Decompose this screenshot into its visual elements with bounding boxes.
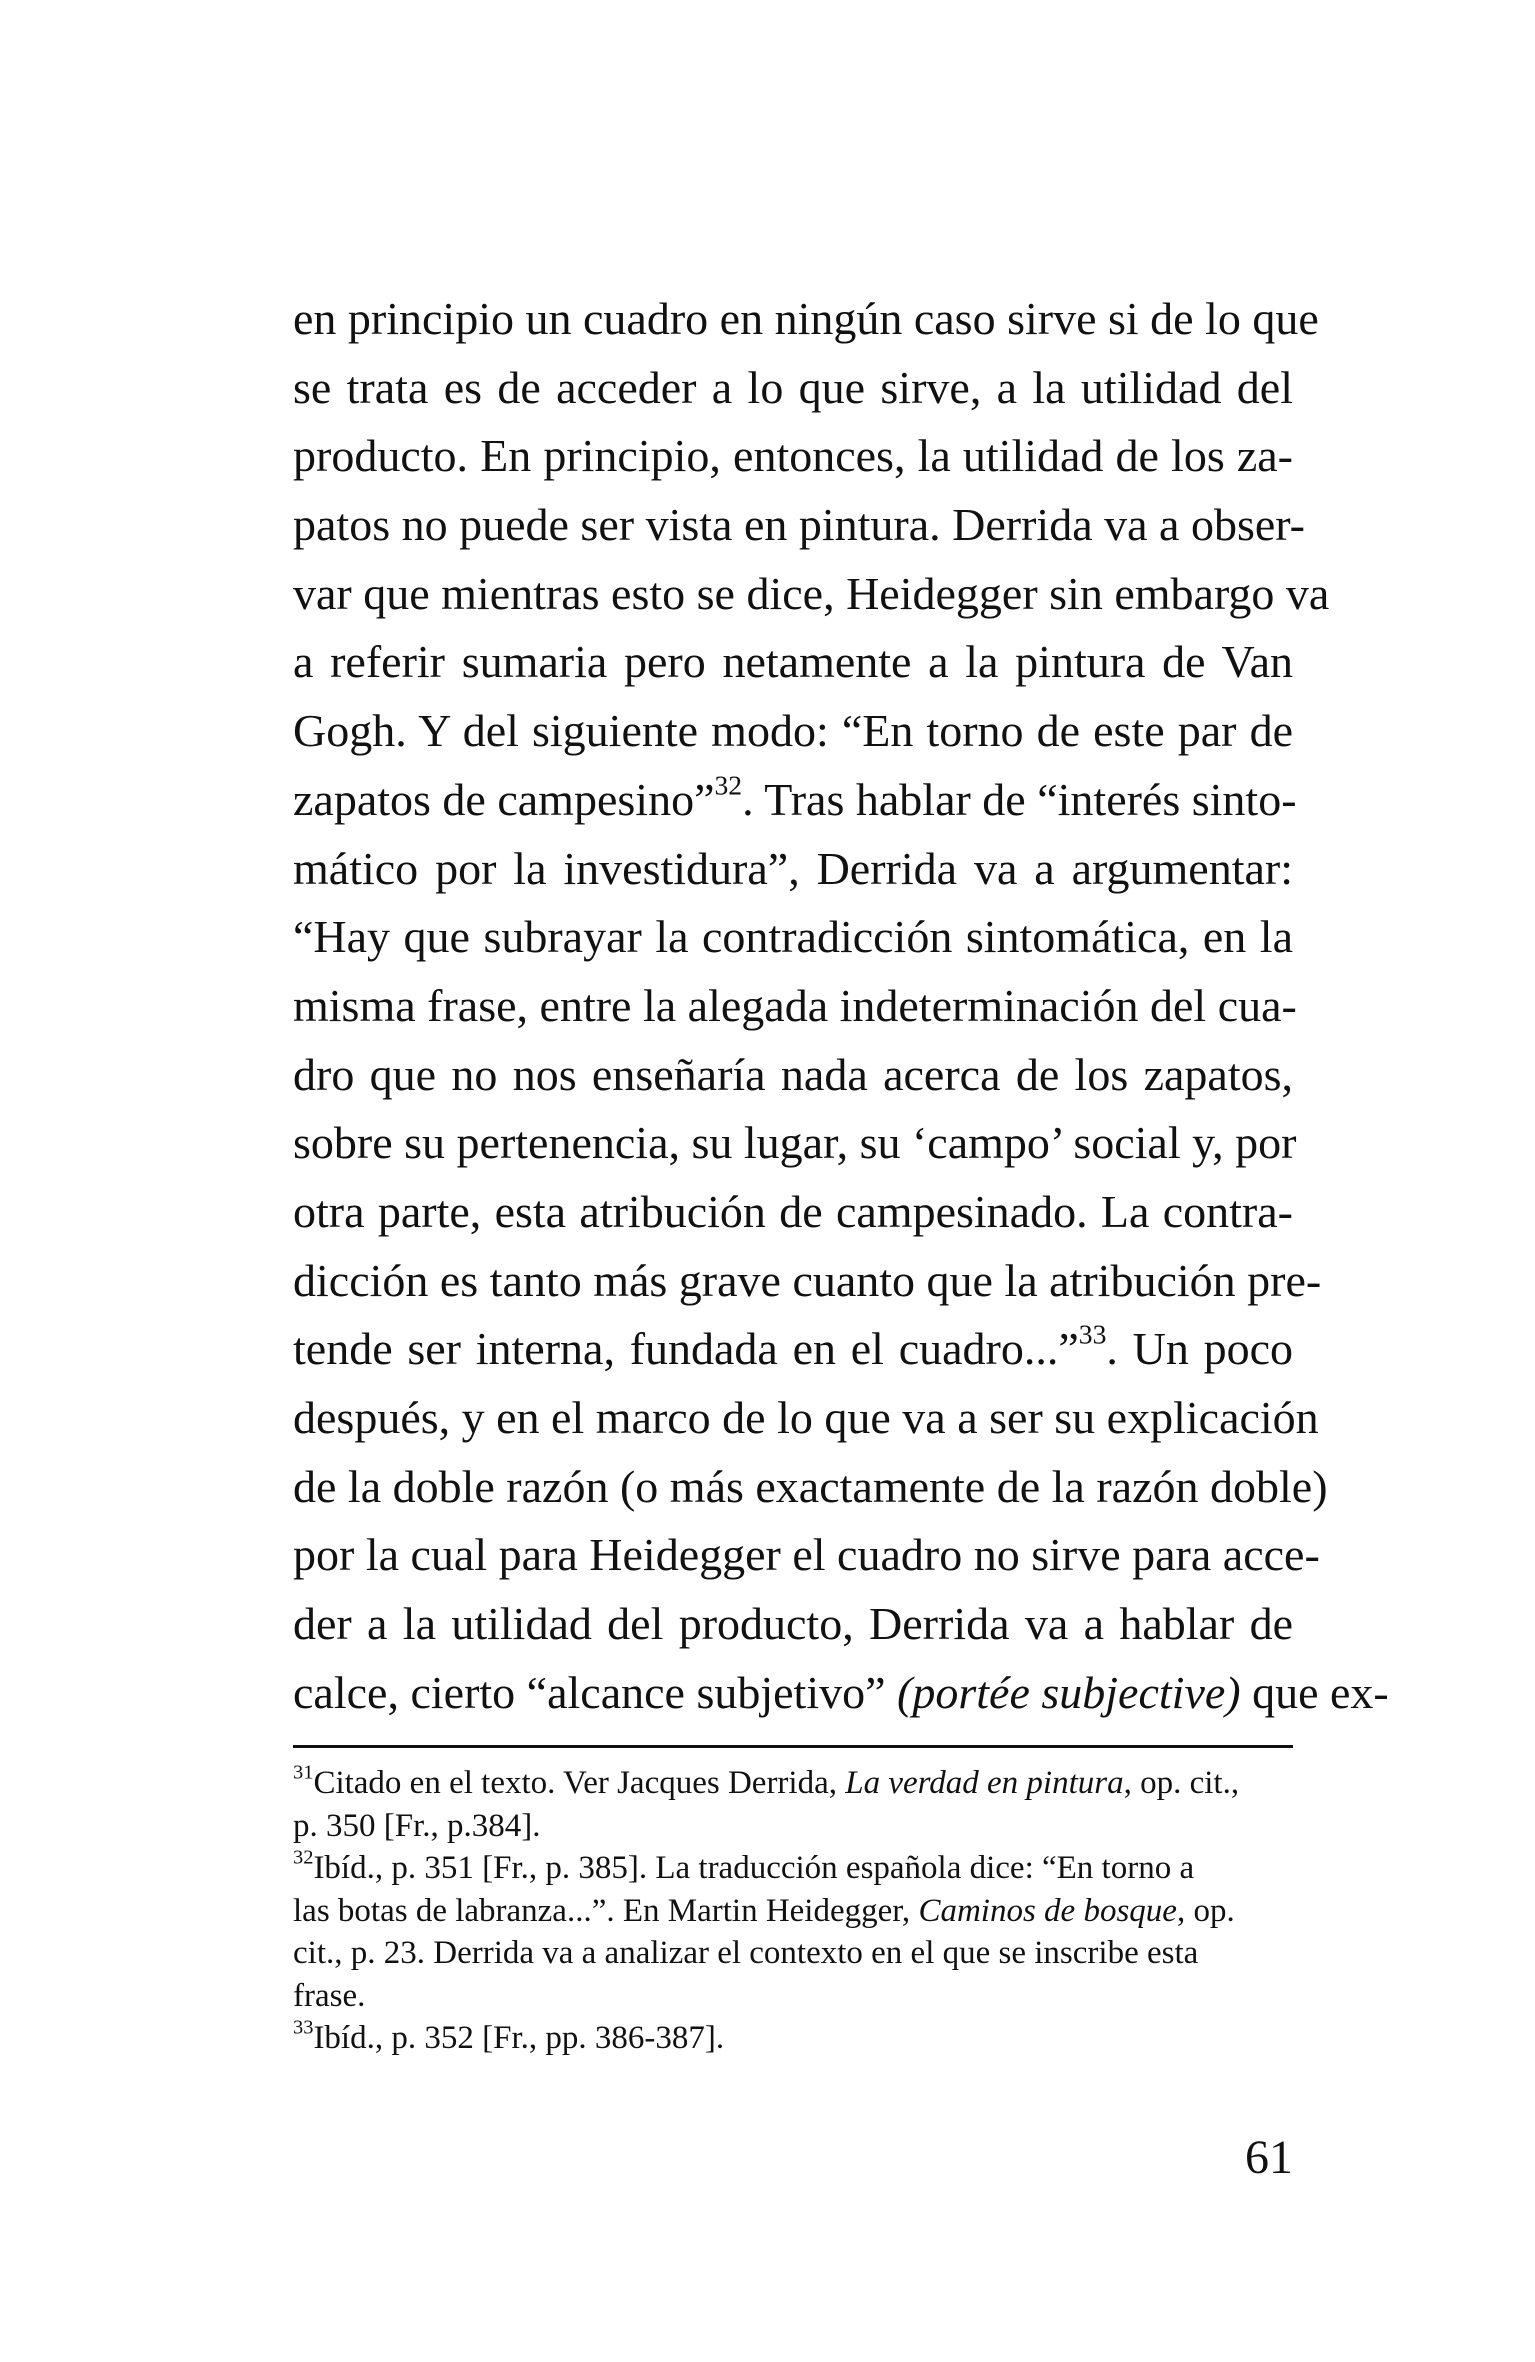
footnote-31-cont: p. 350 [Fr., p.384]. [293, 1807, 541, 1844]
text-line [293, 766, 1297, 835]
text-line: dro que no nos enseñaría nada acerca de los zapatos, [293, 1048, 1293, 1100]
text-line: “Hay que subrayar la contradicción sintomática, en la [293, 911, 1293, 963]
text-line: se trata es de acceder a lo que sirve, a la utilidad del [293, 361, 1293, 413]
text-line: sobre su pertenencia, su lugar, su ‘campo’ social y, por [293, 1117, 1297, 1169]
footnote-text: Citado en el texto. Ver Jacques Derrida, [313, 1765, 846, 1801]
text-fragment: . Tras hablar de “interés sinto- [742, 773, 1297, 825]
footnote-number: 33 [293, 2016, 314, 2039]
footnote-33 [293, 2017, 1293, 2060]
text-line: var que mientras esto se dice, Heidegger sin embargo va [293, 567, 1330, 619]
text-line: en principio un cuadro en ningún caso sirve si de lo que [293, 293, 1319, 344]
footnote-32-cont: cit., p. 23. Derrida va a analizar el contexto en el que se inscribe esta [293, 1935, 1199, 1971]
text-line: patos no puede ser vista en pintura. Derrida va a obser- [293, 499, 1305, 551]
footnote-text: , op. cit., [1123, 1765, 1240, 1801]
footnote-32 [293, 1847, 1293, 1890]
text-line: otra parte, esta atribución de campesinado. La contra- [293, 1185, 1293, 1237]
text-line [293, 1315, 1293, 1384]
text-line: misma frase, entre la alegada indeterminación del cua- [293, 979, 1297, 1031]
footnote-ref-32: 32 [714, 769, 743, 801]
text-line: Gogh. Y del siguiente modo: “En torno de este par de [293, 705, 1293, 757]
text-line: producto. En principio, entonces, la utilidad de los za- [293, 430, 1293, 482]
text-fragment: . Un poco [1106, 1323, 1293, 1375]
text-line: dicción es tanto más grave cuanto que la atribución pre- [293, 1254, 1322, 1306]
italic-phrase: (portée subjective) [897, 1666, 1241, 1718]
text-fragment: que ex- [1240, 1666, 1389, 1718]
text-line: de la doble razón (o más exactamente de la razón doble) [293, 1460, 1328, 1512]
text-fragment: calce, cierto “alcance subjetivo” [293, 1666, 898, 1718]
main-text [293, 285, 1389, 1727]
footnote-text: Ibíd., p. 352 [Fr., pp. 386-387]. [313, 2020, 725, 2056]
book-title: Caminos de bosque [918, 1892, 1177, 1929]
text-fragment: tende ser interna, fundada en el cuadro...” [293, 1323, 1079, 1375]
text-line [293, 1659, 1389, 1728]
footnote-number: 31 [293, 1761, 314, 1784]
footnote-text: las botas de labranza...”. En Martin Heidegger, [293, 1892, 919, 1929]
text-line: después, y en el marco de lo que va a ser su explicación [293, 1392, 1319, 1443]
text-line: a referir sumaria pero netamente a la pintura de Van [293, 636, 1293, 688]
footnote-32-cont [293, 1890, 1293, 1933]
footnote-32-cont: frase. [293, 1977, 366, 2014]
footnote-text: Ibíd., p. 351 [Fr., p. 385]. La traducción española dice: “En torno a [313, 1850, 1195, 1886]
page-number: 61 [1245, 2131, 1293, 2184]
footnote-number: 32 [293, 1846, 314, 1869]
footnote-31 [293, 1762, 1293, 1805]
text-line: mático por la investidura”, Derrida va a argumentar: [293, 842, 1293, 894]
text-fragment: zapatos de campesino” [293, 773, 715, 825]
book-title: La verdad en pintura [845, 1765, 1124, 1801]
text-line: der a la utilidad del producto, Derrida va a hablar de [293, 1598, 1293, 1650]
footnote-separator [293, 1745, 1293, 1748]
footnotes [293, 1762, 1293, 2060]
footnote-ref-33: 33 [1078, 1318, 1107, 1350]
text-line: por la cual para Heidegger el cuadro no sirve para acce- [293, 1529, 1320, 1581]
footnote-text: , op. [1176, 1892, 1235, 1929]
